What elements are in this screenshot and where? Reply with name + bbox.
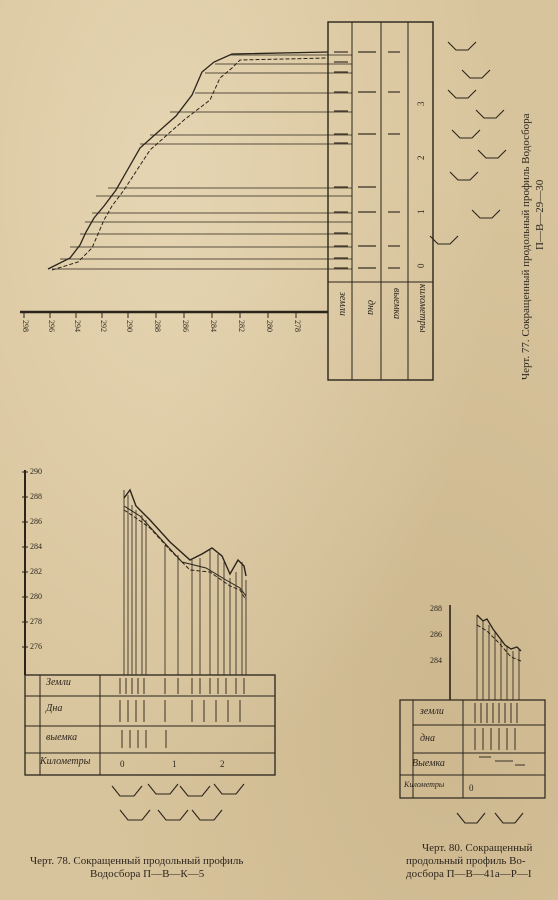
chart78-axis-286: 286 [30,517,42,526]
chart78-caption-line2: Водосбора П—В—К—5 [90,868,205,880]
chart80-row-label-km: Километры [404,780,445,789]
chart77-axis-298: 298 [21,320,30,332]
chart77-caption-line1: Черт. 77. Сокращенный продольный профиль Водосбора [520,113,532,380]
chart77-axis-280: 280 [265,320,274,332]
chart78-axis-282: 282 [30,567,42,576]
chart78-row-label-km: Километры [40,756,91,767]
chart78-km-1: 1 [172,759,177,769]
chart77-profile [0,0,558,420]
chart80-axis-288: 288 [430,604,442,613]
chart77-axis-286: 286 [181,320,190,332]
chart77-axis-290: 290 [125,320,134,332]
chart78-axis-280: 280 [30,592,42,601]
chart80-caption-line2: продольный профиль Во- [406,855,526,867]
chart77-km-1: 1 [416,209,426,214]
chart77-row-label-cut: выемка [391,288,402,320]
chart78-axis-278: 278 [30,617,42,626]
chart78-row-label-bottom: Дна [46,703,63,714]
chart80-row-label-bottom: дна [420,733,436,744]
chart78-km-0: 0 [120,759,125,769]
chart80-caption-line3: досбора П—В—41а—Р—I [406,868,532,880]
chart77-row-label-bottom: дна [365,300,376,316]
chart77-axis-284: 284 [209,320,218,332]
chart80-caption [406,842,532,881]
chart78-row-label-ground: Земли [46,677,71,688]
chart78-caption-line1: Черт. 78. Сокращенный продольный профиль [30,855,244,867]
chart77-axis-288: 288 [153,320,162,332]
chart77-row-label-ground: земли [337,292,348,316]
chart77-axis-296: 296 [47,320,56,332]
chart77-caption-line2: П—В—29—30 [534,179,546,250]
chart77-axis-282: 282 [237,320,246,332]
chart77-axis-292: 292 [99,320,108,332]
chart78-axis-290: 290 [30,467,42,476]
chart78-km-2: 2 [220,759,225,769]
chart78-caption [30,855,243,881]
chart80-row-label-cut: Выемка [412,758,445,769]
chart78-profile [0,450,300,840]
chart80-row-label-ground: земли [420,706,444,717]
chart80-profile [395,595,555,845]
chart78-axis-288: 288 [30,492,42,501]
chart77-km-2: 2 [416,155,426,160]
chart78-row-label-cut: выемка [46,732,78,743]
chart77-km-3: 3 [416,101,426,106]
chart77-row-label-km: километры [417,284,428,333]
chart80-km-0: 0 [469,783,474,793]
chart77-axis-294: 294 [73,320,82,332]
chart80-axis-286: 286 [430,630,442,639]
chart77-km-0: 0 [416,263,426,268]
chart78-axis-284: 284 [30,542,42,551]
chart77-axis-278: 278 [293,320,302,332]
chart80-caption-line1: Черт. 80. Сокращенный [422,842,533,854]
chart80-axis-284: 284 [430,656,442,665]
chart78-axis-276: 276 [30,642,42,651]
